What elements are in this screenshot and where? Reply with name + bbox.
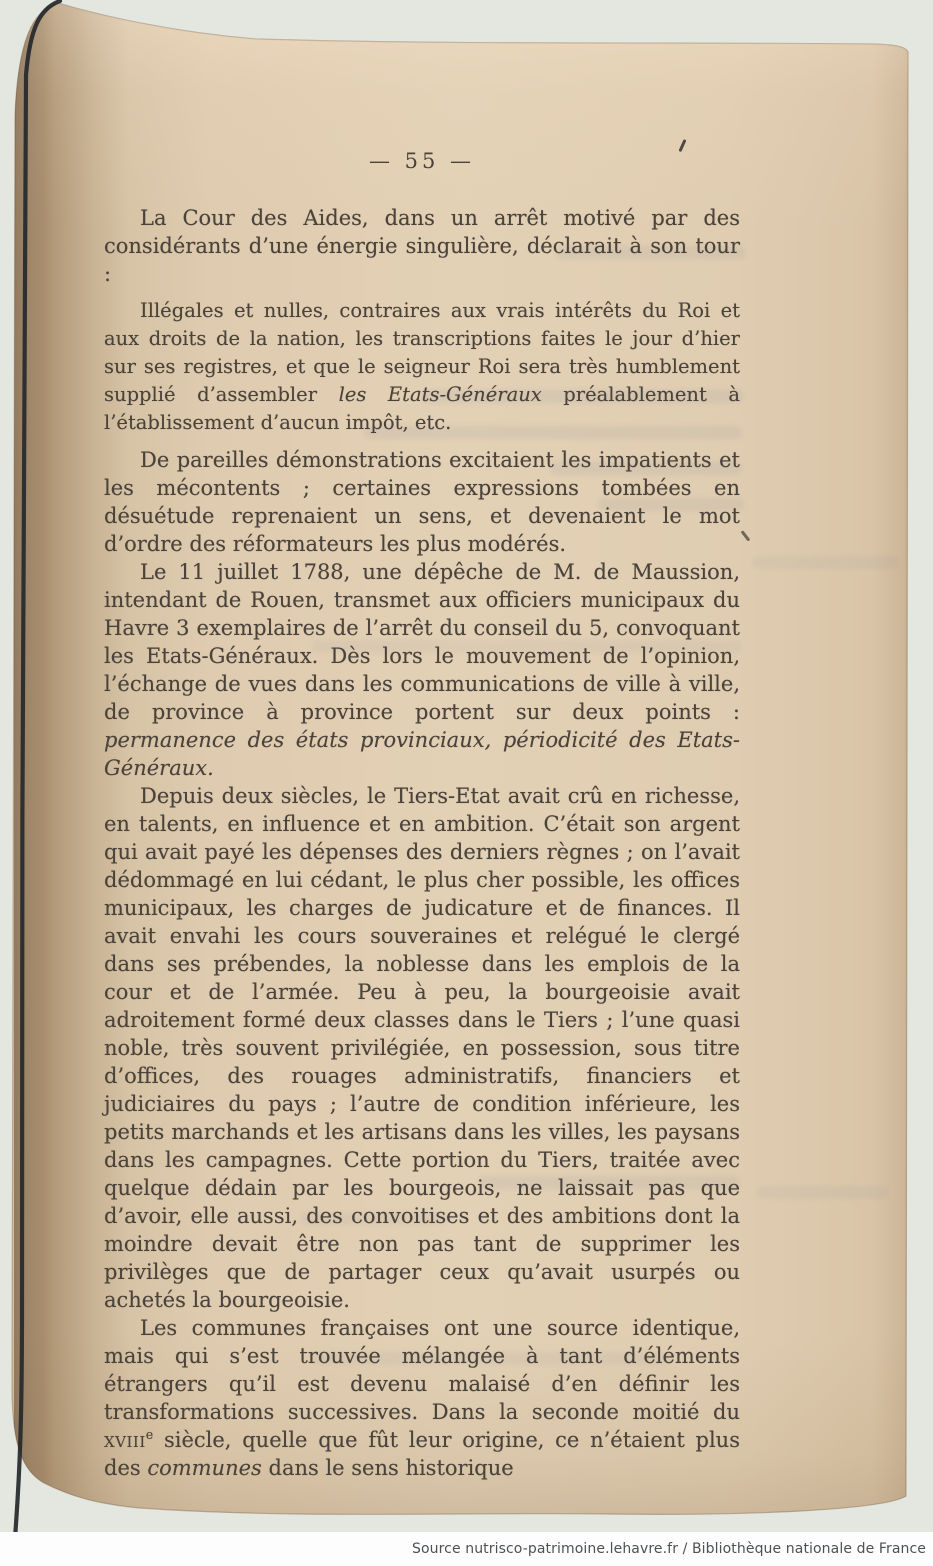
paragraph: Depuis deux siècles, le Tiers-Etat avait crû en richesse, en talents, en influence et en ambition. C’était son argent qui avait payé les dépenses des derniers règnes ; on l’avait dédommagé en lui cédant, le plus cher possible, les offices municipaux, les charges de judicature et de finances. Il avait envahi les cours souveraines et relégué le clergé dans ses prébendes, la noblesse dans les emplois de la cour et de l’armée. Peu à peu, la bourgeoisie avait adroitement formé deux classes dans le Tiers ; l’une quasi noble, très souvent privilégiée, en possession, sous titre d’offices, des rouages administratifs, financiers et judiciaires du pays ; l’autre de condition inférieure, les petits marchands et les artisans dans les villes, les paysans dans les campagnes. Cette portion du Tiers, traitée avec quelque dédain par les bourgeois, ne laissait pas que d’avoir, elle aussi, des convoitises et des ambitions dont la moindre devait être non pas tant de supprimer les privilèges que de partager ceux qu’avait usurpés ou achetés la bourgeoisie. — [104, 784, 740, 1312]
paragraph: Le 11 juillet 1788, une dépêche de M. de Maussion, intendant de Rouen, transmet aux officiers municipaux du Havre 3 exemplaires de l’arrêt du conseil du 5, convoquant les Etats-Généraux. Dès lors le mouvement de l’opinion, l’échange de vues dans les communications de ville à ville, de province à province portent sur deux points : permanence des états provinciaux, périodicité des Etats-Généraux. — [104, 560, 740, 780]
footer-bar — [0, 1532, 933, 1566]
paragraph: Les communes françaises ont une source identique, mais qui s’est trouvée mélangée à tant d’éléments étrangers qu’il est devenu malaisé d’en définir les transformations successives. Dans la seconde moitié du xviii$^e$ siècle, quelle que fût leur origine, ce n’étaient plus des communes dans le sens historique — [104, 1316, 740, 1480]
source-attribution: Source nutrisco-patrimoine.lehavre.fr / Bibliothèque nationale de France — [412, 1541, 926, 1557]
block-quote: Illégales et nulles, contraires aux vrais intérêts du Roi et aux droits de la nation, les transcriptions faites le jour d’hier sur ses registres, et que le seigneur Roi sera très humblement supplié d’assembler les Etats-Généraux préalablement à l’établissement d’aucun impôt, etc. — [104, 299, 740, 434]
paragraph: La Cour des Aides, dans un arrêt motivé par des considérants d’une énergie singulière, déclarait à son tour : — [104, 206, 740, 286]
page-number: — 55 — — [368, 149, 476, 173]
paragraph: De pareilles démonstrations excitaient les impatients et les mécontents ; certaines expressions tombées en désuétude reprenaient un sens, et devenaient le mot d’ordre des réformateurs les plus modérés. — [104, 448, 740, 556]
page-text-column — [104, 204, 740, 1482]
